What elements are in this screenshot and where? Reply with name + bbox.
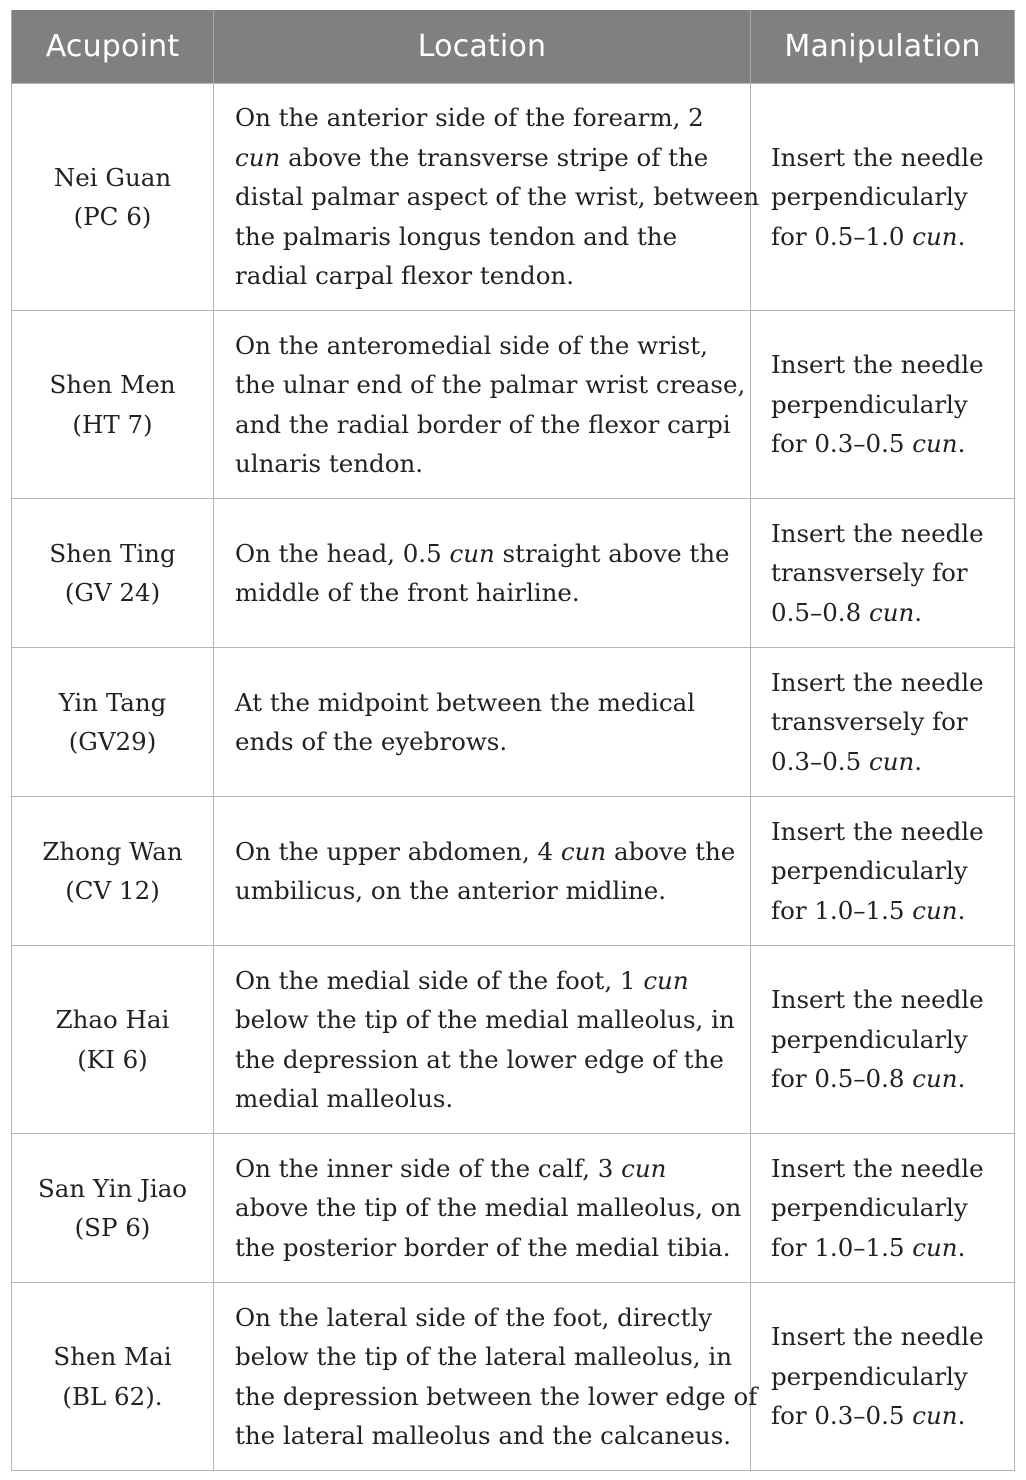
- manipulation-text: perpendicularly: [771, 856, 968, 886]
- unit-text: cun: [449, 538, 495, 568]
- unit-text: cun: [621, 1153, 667, 1183]
- location-line: [235, 1188, 740, 1228]
- manipulation-cell: [751, 1134, 1015, 1283]
- location-cell: [214, 311, 751, 499]
- table-row: [12, 797, 1015, 946]
- acupoint-name: Shen Ting: [49, 538, 176, 568]
- location-line: [235, 138, 740, 178]
- manipulation-line: [771, 663, 1006, 703]
- location-line: [235, 871, 740, 911]
- manipulation-text: transversely for: [771, 558, 968, 588]
- manipulation-line: [771, 702, 1006, 742]
- header-location: Location: [214, 10, 751, 84]
- acupoint-name: Nei Guan: [53, 162, 172, 192]
- manipulation-text: .: [957, 895, 966, 925]
- manipulation-line: [771, 1188, 1006, 1228]
- acupoint-cell: [12, 648, 214, 797]
- manipulation-text: .: [957, 1401, 966, 1431]
- manipulation-cell: [751, 311, 1015, 499]
- location-line: [235, 722, 740, 762]
- location-text: above the: [606, 836, 736, 866]
- location-line: [235, 1000, 740, 1040]
- acupoint-name: Yin Tang: [58, 687, 167, 717]
- manipulation-line: [771, 851, 1006, 891]
- manipulation-text: .: [914, 597, 923, 627]
- location-line: [235, 177, 760, 217]
- manipulation-text: 0.3–0.5: [771, 746, 869, 776]
- manipulation-text: .: [957, 221, 966, 251]
- acupoint-name: Shen Mai: [53, 1342, 172, 1371]
- location-line: [235, 832, 740, 872]
- header-manipulation: Manipulation: [751, 10, 1015, 84]
- location-text: above the transverse stripe of the: [280, 142, 709, 172]
- manipulation-text: Insert the needle: [771, 985, 984, 1015]
- location-text: On the anterior side of the forearm, 2: [235, 103, 704, 133]
- manipulation-line: [771, 891, 1006, 931]
- unit-text: cun: [235, 142, 281, 172]
- location-text: On the medial side of the foot, 1: [235, 965, 644, 995]
- manipulation-text: perpendicularly: [771, 389, 968, 419]
- location-line: [235, 1040, 740, 1080]
- manipulation-line: [771, 593, 1006, 633]
- acupoint-code: (GV29): [68, 727, 157, 756]
- manipulation-text: for 0.3–0.5: [771, 429, 913, 459]
- location-line: [235, 961, 740, 1001]
- location-text: medial malleolus.: [235, 1084, 454, 1113]
- manipulation-line: [771, 1059, 1006, 1099]
- acupoint-cell: [12, 946, 214, 1134]
- acupoint-cell: [12, 1134, 214, 1283]
- manipulation-text: for 0.5–1.0: [771, 221, 913, 251]
- acupoint-name: Shen Men: [49, 370, 176, 399]
- manipulation-text: .: [957, 1232, 966, 1262]
- acupoint-code: (GV 24): [64, 578, 161, 607]
- unit-text: cun: [912, 1064, 958, 1094]
- unit-text: cun: [560, 836, 607, 866]
- manipulation-line: [771, 553, 1006, 593]
- location-text: On the upper abdomen, 4: [235, 836, 561, 866]
- acupoint-code: (KI 6): [77, 1044, 148, 1074]
- acupoint-name: Zhong Wan: [42, 836, 183, 866]
- location-cell: [214, 84, 760, 311]
- acupoint-code: (HT 7): [72, 409, 153, 439]
- manipulation-text: .: [957, 429, 966, 459]
- location-cell: [214, 946, 751, 1134]
- unit-text: cun: [912, 221, 958, 251]
- manipulation-line: [771, 424, 1006, 464]
- unit-text: cun: [868, 746, 915, 776]
- acupoint-table-container: [11, 10, 1014, 1471]
- manipulation-line: [771, 1228, 1006, 1268]
- acupoint-table: [11, 10, 1015, 1471]
- location-text: On the lateral side of the foot, directly: [235, 1302, 713, 1332]
- location-text: the depression between the lower edge of: [235, 1381, 758, 1411]
- location-line: [235, 1228, 740, 1268]
- table-row: [12, 84, 1015, 311]
- table-row: [12, 1134, 1015, 1283]
- manipulation-text: Insert the needle: [771, 142, 984, 172]
- location-line: [235, 444, 740, 484]
- manipulation-line: [771, 1020, 1006, 1060]
- manipulation-line: [771, 980, 1006, 1020]
- manipulation-text: Insert the needle: [771, 1153, 984, 1183]
- acupoint-cell: [12, 84, 214, 311]
- manipulation-line: [771, 1396, 1006, 1436]
- location-text: the lateral malleolus and the calcaneus.: [235, 1421, 732, 1450]
- location-text: the depression at the lower edge of the: [235, 1044, 724, 1074]
- acupoint-name: Zhao Hai: [55, 1005, 170, 1034]
- manipulation-text: perpendicularly: [771, 1361, 968, 1391]
- manipulation-text: perpendicularly: [771, 1193, 968, 1223]
- location-text: On the head, 0.5: [235, 538, 450, 568]
- manipulation-cell: [751, 84, 1015, 311]
- acupoint-cell: [12, 499, 214, 648]
- manipulation-line: [771, 385, 1006, 425]
- location-line: [235, 1337, 740, 1377]
- location-text: and the radial border of the flexor carpi: [235, 409, 731, 439]
- location-line: [235, 573, 740, 613]
- location-line: [235, 1079, 740, 1119]
- table-row: [12, 648, 1015, 797]
- manipulation-cell: [751, 797, 1015, 946]
- manipulation-text: transversely for: [771, 707, 968, 737]
- location-line: [235, 98, 740, 138]
- acupoint-code: (SP 6): [74, 1213, 151, 1242]
- manipulation-cell: [751, 1283, 1015, 1471]
- acupoint-code: (CV 12): [65, 876, 160, 905]
- header-acupoint: Acupoint: [12, 10, 214, 84]
- manipulation-line: [771, 345, 1006, 385]
- location-line: [235, 256, 740, 296]
- manipulation-line: [771, 812, 1006, 852]
- location-cell: [214, 1283, 758, 1471]
- table-row: [12, 946, 1015, 1134]
- location-cell: [214, 1134, 751, 1283]
- manipulation-cell: [751, 946, 1015, 1134]
- manipulation-text: Insert the needle: [771, 350, 984, 380]
- manipulation-text: for 0.5–0.8: [771, 1064, 913, 1094]
- location-line: [235, 534, 740, 574]
- manipulation-text: for 1.0–1.5: [771, 895, 913, 925]
- location-line: [235, 683, 740, 723]
- manipulation-text: for 1.0–1.5: [771, 1232, 913, 1262]
- header-row: [12, 10, 1015, 84]
- location-line: [235, 326, 740, 366]
- manipulation-line: [771, 1357, 1006, 1397]
- location-text: ends of the eyebrows.: [235, 727, 508, 756]
- location-text: umbilicus, on the anterior midline.: [235, 876, 667, 905]
- manipulation-text: for 0.3–0.5: [771, 1401, 913, 1431]
- location-line: [235, 1149, 740, 1189]
- location-text: At the midpoint between the medical: [235, 687, 696, 717]
- manipulation-line: [771, 138, 1006, 178]
- unit-text: cun: [912, 429, 958, 459]
- location-cell: [214, 499, 751, 648]
- location-text: straight above the: [494, 538, 730, 568]
- manipulation-line: [771, 514, 1006, 554]
- manipulation-line: [771, 1149, 1006, 1189]
- location-text: the posterior border of the medial tibia.: [235, 1232, 731, 1262]
- location-line: [235, 1298, 740, 1338]
- location-cell: [214, 797, 751, 946]
- table-body: [12, 84, 1015, 1471]
- manipulation-line: [771, 217, 1006, 257]
- manipulation-text: Insert the needle: [771, 1322, 984, 1352]
- location-text: the ulnar end of the palmar wrist crease,: [235, 370, 746, 399]
- unit-text: cun: [868, 597, 915, 627]
- manipulation-text: 0.5–0.8: [771, 597, 869, 627]
- location-text: the palmaris longus tendon and the: [235, 221, 678, 251]
- location-text: On the inner side of the calf, 3: [235, 1153, 622, 1183]
- acupoint-code: (BL 62).: [62, 1381, 163, 1411]
- manipulation-text: .: [914, 746, 923, 776]
- manipulation-text: perpendicularly: [771, 182, 968, 212]
- acupoint-name: San Yin Jiao: [37, 1173, 188, 1203]
- location-text: below the tip of the medial malleolus, in: [235, 1005, 735, 1034]
- acupoint-code: (PC 6): [73, 202, 152, 231]
- manipulation-line: [771, 1317, 1006, 1357]
- unit-text: cun: [912, 1232, 958, 1262]
- location-text: ulnaris tendon.: [235, 449, 424, 478]
- manipulation-text: Insert the needle: [771, 518, 984, 548]
- acupoint-cell: [12, 797, 214, 946]
- manipulation-text: Insert the needle: [771, 816, 984, 846]
- unit-text: cun: [912, 1401, 958, 1431]
- location-line: [235, 365, 746, 405]
- location-text: distal palmar aspect of the wrist, between: [235, 182, 760, 212]
- manipulation-cell: [751, 648, 1015, 797]
- table-row: [12, 1283, 1015, 1471]
- manipulation-cell: [751, 499, 1015, 648]
- unit-text: cun: [643, 965, 689, 995]
- location-text: above the tip of the medial malleolus, on: [235, 1193, 742, 1223]
- location-text: middle of the front hairline.: [235, 578, 580, 607]
- location-text: below the tip of the lateral malleolus, in: [235, 1342, 732, 1371]
- acupoint-cell: [12, 311, 214, 499]
- location-line: [235, 1416, 740, 1456]
- table-row: [12, 311, 1015, 499]
- location-text: On the anteromedial side of the wrist,: [235, 330, 708, 360]
- manipulation-text: .: [957, 1064, 966, 1094]
- table-header: [12, 10, 1015, 84]
- manipulation-line: [771, 742, 1006, 782]
- acupoint-cell: [12, 1283, 214, 1471]
- unit-text: cun: [912, 895, 958, 925]
- location-line: [235, 1377, 758, 1417]
- location-text: radial carpal flexor tendon.: [235, 261, 575, 291]
- location-line: [235, 217, 740, 257]
- location-cell: [214, 648, 751, 797]
- table-row: [12, 499, 1015, 648]
- location-line: [235, 405, 740, 445]
- manipulation-text: Insert the needle: [771, 667, 984, 697]
- manipulation-text: perpendicularly: [771, 1024, 968, 1054]
- manipulation-line: [771, 177, 1006, 217]
